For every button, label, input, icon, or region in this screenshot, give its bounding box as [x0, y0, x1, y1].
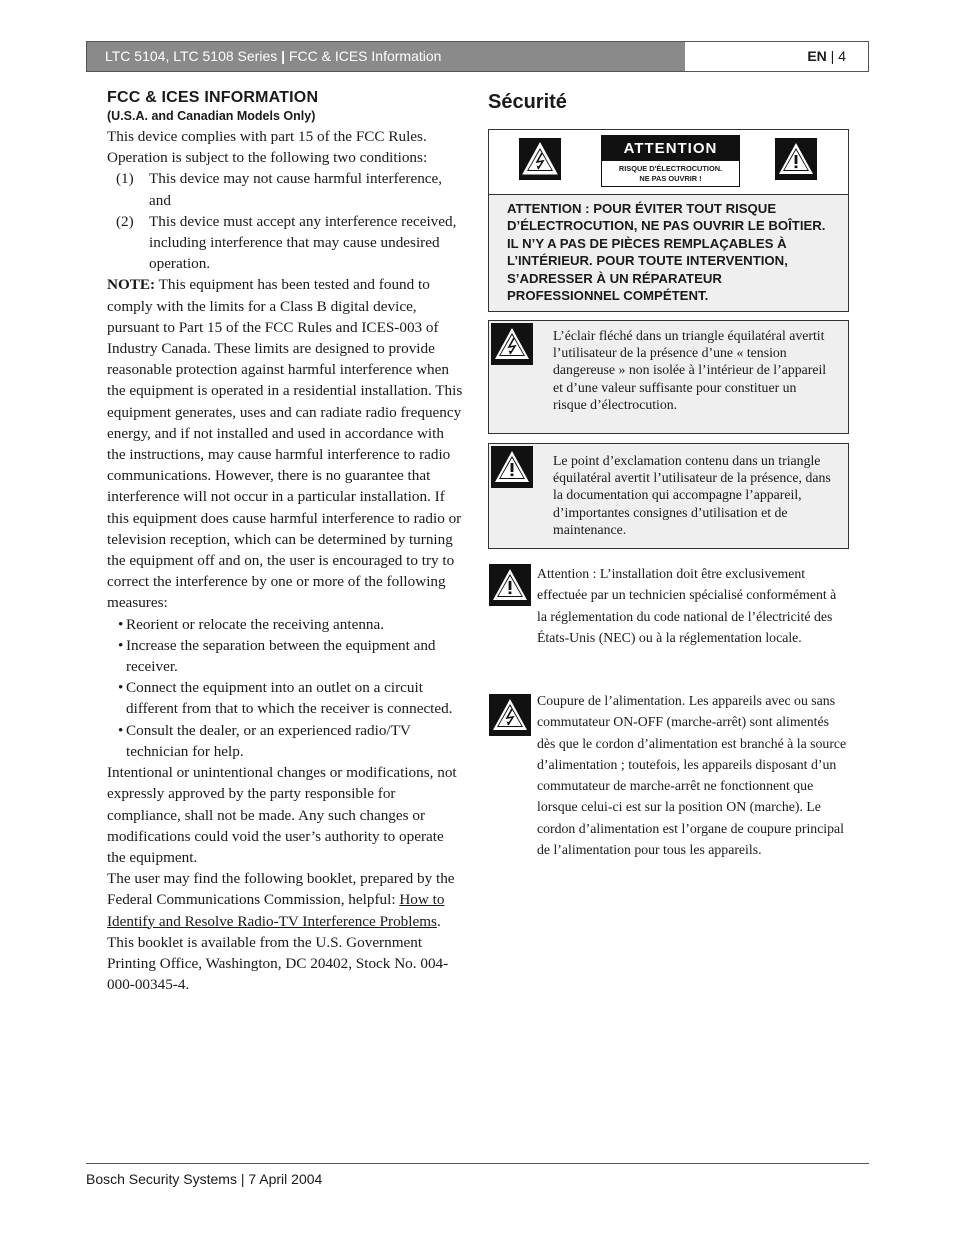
- page-number: 4: [838, 48, 846, 64]
- attention-label-small: [602, 161, 739, 184]
- lightning-info-text: L’éclair fléché dans un triangle équilatéral avertit l’utilisateur de la présence d’une « tension dangereuse » non isolée à l’intérieur de l’appareil et d’une valeur suffisante pour constituer un risque d’électrocution.: [553, 328, 827, 412]
- header-lang: EN: [807, 48, 827, 64]
- measure-text: Reorient or relocate the receiving antenna.: [126, 615, 385, 633]
- header-series: LTC 5104, LTC 5108 Series: [105, 48, 278, 64]
- fcc-note: [107, 274, 465, 613]
- lightning-info-box: [488, 320, 849, 434]
- booklet-intro: The user may find the following booklet, prepared by the Federal Communications Commission, helpful:: [107, 870, 455, 909]
- label-small-line: NE PAS OUVRIR !: [639, 174, 702, 183]
- fcc-section: [107, 88, 465, 995]
- booklet-rest: . This booklet is available from the U.S. Government Printing Office, Washington, DC 20402, Stock No. 004-000-00345-4.: [107, 912, 449, 994]
- fcc-condition-1: [107, 168, 465, 210]
- measure-text: Connect the equipment into an outlet on a circuit different from that to which the receiver is connected.: [126, 679, 453, 718]
- lightning-warning-icon: [489, 694, 531, 736]
- bullet-icon: •: [118, 721, 124, 739]
- bullet-icon: •: [118, 636, 124, 654]
- exclamation-info-text: Le point d’exclamation contenu dans un triangle équilatéral avertit l’utilisateur de la présence, dans la documentation qui accompagne l’appareil, d’importantes consignes d’utilisation et de maintenance.: [553, 453, 831, 537]
- fcc-subtitle: (U.S.A. and Canadian Models Only): [107, 109, 316, 123]
- header-page-sep: |: [830, 48, 835, 64]
- fcc-measure: [107, 677, 465, 719]
- exclamation-warning-icon: [491, 446, 533, 488]
- fcc-booklet: [107, 868, 465, 995]
- fcc-measure: [107, 720, 465, 762]
- attention-box: [488, 129, 849, 312]
- exclamation-info-box: [488, 443, 849, 549]
- attention-label-row: [489, 130, 848, 195]
- installation-note: Attention : L’installation doit être exclusivement effectuée par un technicien spécialisé conformément à la réglementation du code national de l’électricité des États-Unis (NEC) ou à la réglementation locale.: [537, 566, 837, 645]
- condition-number: (2): [116, 212, 134, 230]
- measure-text: Consult the dealer, or an experienced radio/TV technician for help.: [126, 721, 411, 760]
- note-label: NOTE:: [107, 276, 156, 294]
- attention-label-head: ATTENTION: [602, 136, 739, 161]
- header-title: [87, 42, 685, 71]
- fcc-condition-2: [107, 211, 465, 275]
- lightning-warning-icon: [519, 138, 561, 180]
- condition-text: This device may not cause harmful interference, and: [149, 170, 443, 209]
- condition-text: This device must accept any interference received, including interference that may cause undesired operation.: [149, 212, 457, 273]
- label-small-line: RISQUE D'ÉLECTROCUTION.: [618, 164, 723, 173]
- fcc-title: FCC & ICES INFORMATION: [107, 89, 319, 106]
- exclamation-warning-icon: [775, 138, 817, 180]
- booklet-title: How to Identify and Resolve Radio-TV Interference Problems: [107, 891, 445, 930]
- securite-title: Sécurité: [488, 91, 567, 113]
- header-page-info: [685, 42, 868, 71]
- note-text: This equipment has been tested and found to comply with the limits for a Class B digital device, pursuant to Part 15 of the FCC Rules and ICES-003 of Industry Canada. These limits are designed to provide reasonable protection against harmful interference when the equipment is operated in a residential installation. This equipment generates, uses and can radiate radio frequency energy, and if not installed and used in accordance with the instructions, may cause harmful interference to radio communications. However, there is no guarantee that interference will not occur in a particular installation. If this equipment does cause harmful interference to radio or television reception, which can be determined by turning the equipment off and on, the user is encouraged to try to correct the interference by one or more of the following measures:: [107, 276, 463, 612]
- header-section: FCC & ICES Information: [288, 48, 442, 64]
- attention-label: [601, 135, 740, 187]
- lightning-warning-icon: [491, 323, 533, 365]
- bullet-icon: •: [118, 615, 124, 633]
- footer-text: Bosch Security Systems | 7 April 2004: [86, 1171, 323, 1187]
- fcc-changes: Intentional or unintentional changes or modifications, not expressly approved by the party responsible for compliance, shall not be made. Any such changes or modifications could void the user’s authority to operate the equipment.: [107, 764, 457, 866]
- condition-number: (1): [116, 170, 134, 188]
- fcc-intro: This device complies with part 15 of the FCC Rules. Operation is subject to the following two conditions:: [107, 128, 428, 167]
- footer-divider: [86, 1163, 869, 1164]
- exclamation-warning-icon: [489, 564, 531, 606]
- page-header: [86, 41, 869, 72]
- power-note: Coupure de l’alimentation. Les appareils avec ou sans commutateur ON-OFF (marche-arrêt) sont alimentés dès que le cordon d’alimentation est branché à la source d’alimentation ; toutefois, les appareils disposant d’un commutateur de marche-arrêt ne fonctionnent que lorsque celui-ci est sur la position ON (marche). Le cordon d’alimentation est l’organe de coupure principal de l’alimentation pour tous les appareils.: [537, 693, 847, 858]
- bullet-icon: •: [118, 679, 124, 697]
- fcc-measure: [107, 635, 465, 677]
- measure-text: Increase the separation between the equipment and receiver.: [126, 636, 436, 676]
- fcc-measure: [107, 614, 465, 635]
- attention-text: ATTENTION : POUR ÉVITER TOUT RISQUE D’ÉLECTROCUTION, NE PAS OUVRIR LE BOÎTIER. IL N’Y A PAS DE PIÈCES REMPLAÇABLES À L’INTÉRIEUR. POUR TOUTE INTERVENTION, S’ADRESSER À UN RÉPARATEUR PROFESSIONNEL COMPÉTENT.: [507, 201, 826, 304]
- header-separator: |: [281, 48, 286, 64]
